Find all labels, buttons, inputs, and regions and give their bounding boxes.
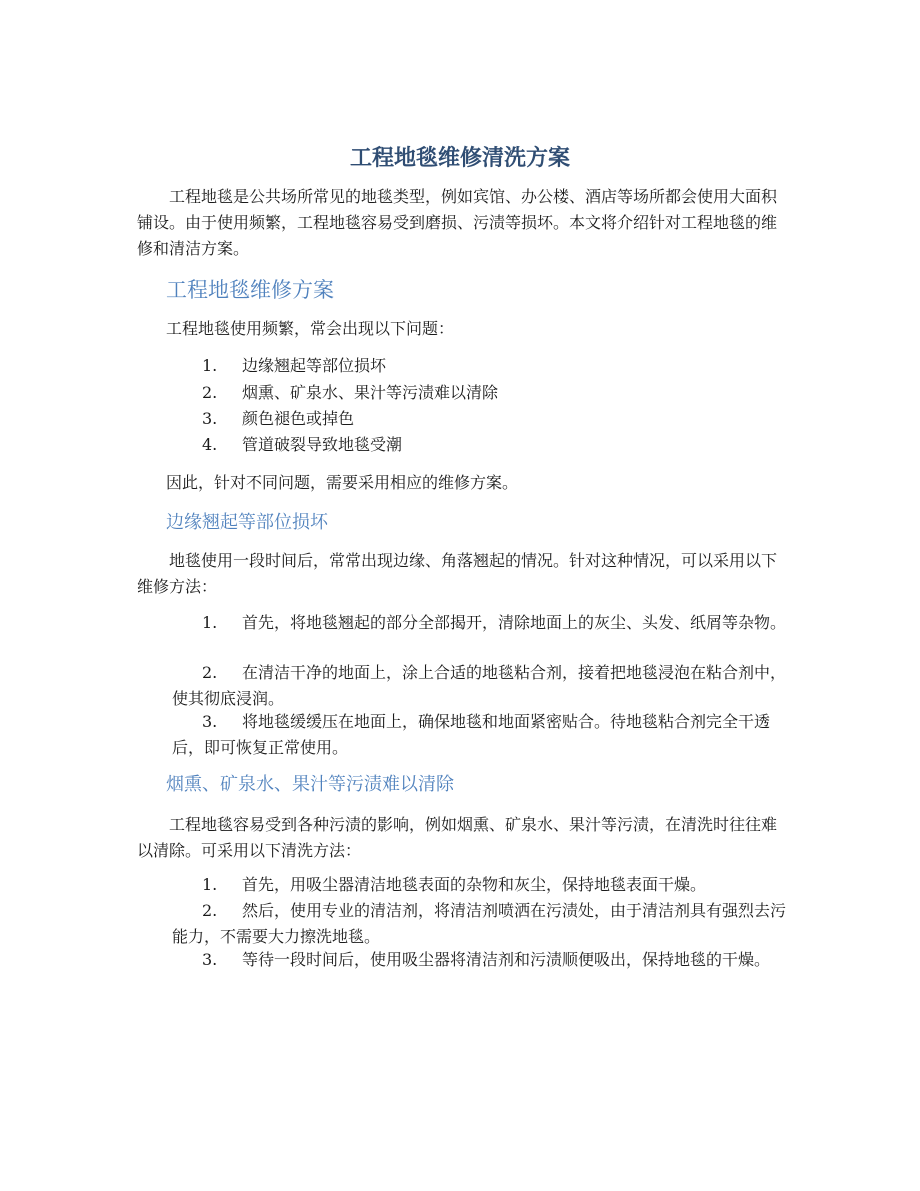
problem-item: [202, 380, 498, 406]
list-text: 边缘翘起等部位损坏: [242, 356, 387, 375]
list-text: 将地毯缓缓压在地面上，确保地毯和地面紧密贴合。待地毯粘合剂完全干透后，即可恢复正常使用。: [172, 712, 771, 757]
section2-intro: 地毯使用一段时间后，常常出现边缘、角落翘起的情况。针对这种情况，可以采用以下维修方法：: [137, 551, 778, 596]
section3-heading: 烟熏、矿泉水、果汁等污渍难以清除: [166, 774, 454, 795]
repair-step: [172, 709, 787, 761]
list-text: 然后，使用专业的清洁剂，将清洁剂喷洒在污渍处，由于清洁剂具有强烈去污能力，不需要大力擦洗地毯。: [172, 901, 787, 946]
list-number: 3.: [202, 409, 218, 428]
intro-paragraph: 工程地毯是公共场所常见的地毯类型，例如宾馆、办公楼、酒店等场所都会使用大面积铺设。由于使用频繁，工程地毯容易受到磨损、污渍等损坏。本文将介绍针对工程地毯的维修和清洁方案。: [137, 187, 778, 258]
list-text: 烟熏、矿泉水、果汁等污渍难以清除: [242, 383, 499, 402]
cleaning-step: [172, 872, 787, 898]
section1-lead: 工程地毯使用频繁，常会出现以下问题：: [166, 319, 455, 338]
list-number: 2.: [202, 901, 218, 920]
repair-step: [172, 610, 787, 636]
section1-conclusion: 因此，针对不同问题，需要采用相应的维修方案。: [166, 473, 519, 492]
problem-item: [202, 406, 354, 432]
list-number: 3.: [202, 712, 218, 731]
cleaning-step: [172, 947, 787, 973]
list-text: 管道破裂导致地毯受潮: [242, 435, 403, 454]
list-text: 颜色褪色或掉色: [242, 409, 355, 428]
list-number: 2.: [202, 383, 218, 402]
list-number: 1.: [202, 875, 218, 894]
list-number: 1.: [202, 356, 218, 375]
list-number: 4.: [202, 435, 218, 454]
section1-heading: 工程地毯维修方案: [166, 278, 334, 302]
repair-step: [172, 660, 787, 712]
section3-intro: 工程地毯容易受到各种污渍的影响，例如烟熏、矿泉水、果汁等污渍，在清洗时往往难以清除。可采用以下清洗方法：: [137, 815, 778, 860]
problem-item: [202, 432, 402, 458]
list-number: 2.: [202, 663, 218, 682]
problem-item: [202, 353, 386, 379]
list-text: 在清洁干净的地面上，涂上合适的地毯粘合剂，接着把地毯浸泡在粘合剂中，使其彻底浸润。: [172, 663, 787, 708]
document-title: 工程地毯维修清洗方案: [349, 146, 570, 171]
list-number: 3.: [202, 950, 218, 969]
list-text: 等待一段时间后，使用吸尘器将清洁剂和污渍顺便吸出，保持地毯的干燥。: [242, 950, 771, 969]
section2-heading: 边缘翘起等部位损坏: [166, 512, 328, 533]
list-text: 首先，将地毯翘起的部分全部揭开，清除地面上的灰尘、头发、纸屑等杂物。: [242, 613, 787, 632]
cleaning-step: [172, 898, 787, 950]
list-text: 首先，用吸尘器清洁地毯表面的杂物和灰尘，保持地毯表面干燥。: [242, 875, 707, 894]
list-number: 1.: [202, 613, 218, 632]
